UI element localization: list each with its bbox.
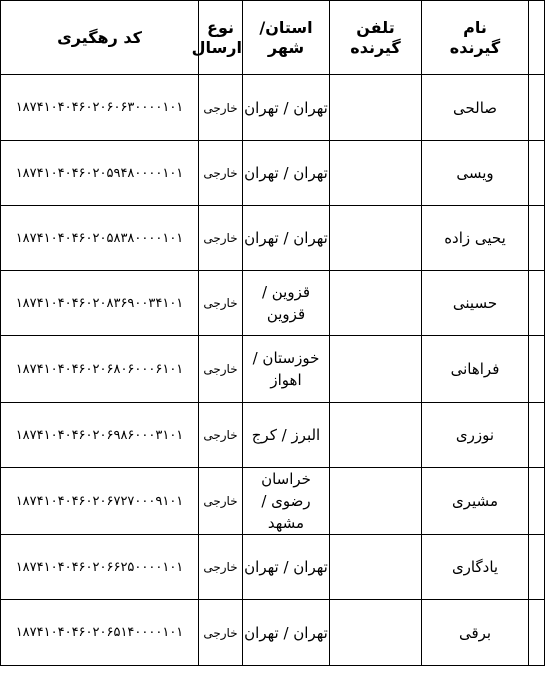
edge-cell	[529, 535, 545, 600]
receiver-name-cell: ویسی	[422, 141, 529, 206]
header-receiver-name-label: نام گیرنده	[449, 17, 501, 57]
header-province-city-label: استان/ شهر	[259, 17, 313, 57]
header-receiver-phone-label: تلفن گیرنده	[350, 17, 401, 57]
province-city-cell: تهران / تهران	[243, 75, 330, 141]
header-receiver-name	[422, 1, 529, 75]
tracking-code-cell: ۱۸۷۴۱۰۴۰۴۶۰۲۰۸۳۶۹۰۰۳۴۱۰۱	[1, 271, 199, 336]
receiver-name-cell: فراهانی	[422, 336, 529, 403]
province-city-cell: تهران / تهران	[243, 535, 330, 600]
table-row	[1, 75, 545, 141]
receiver-phone-cell	[330, 468, 422, 535]
edge-cell	[529, 336, 545, 403]
tracking-code-cell: ۱۸۷۴۱۰۴۰۴۶۰۲۰۶۶۲۵۰۰۰۰۱۰۱	[1, 535, 199, 600]
receiver-name-cell: صالحی	[422, 75, 529, 141]
send-type-cell: خارجی	[199, 271, 243, 336]
send-type-cell: خارجی	[199, 535, 243, 600]
receiver-phone-cell	[330, 271, 422, 336]
receiver-name-cell: یادگاری	[422, 535, 529, 600]
tracking-code-cell: ۱۸۷۴۱۰۴۰۴۶۰۲۰۶۹۸۶۰۰۰۳۱۰۱	[1, 403, 199, 468]
edge-cell	[529, 75, 545, 141]
send-type-cell: خارجی	[199, 75, 243, 141]
send-type-cell: خارجی	[199, 468, 243, 535]
edge-cell	[529, 403, 545, 468]
table-row	[1, 271, 545, 336]
receiver-phone-cell	[330, 403, 422, 468]
table-row	[1, 468, 545, 535]
header-receiver-phone	[330, 1, 422, 75]
edge-cell	[529, 468, 545, 535]
edge-cell	[529, 206, 545, 271]
tracking-code-cell: ۱۸۷۴۱۰۴۰۴۶۰۲۰۶۸۰۶۰۰۰۶۱۰۱	[1, 336, 199, 403]
header-edge-cell	[529, 1, 545, 75]
receiver-name-cell: برقی	[422, 600, 529, 666]
tracking-code-cell: ۱۸۷۴۱۰۴۰۴۶۰۲۰۶۰۶۳۰۰۰۰۱۰۱	[1, 75, 199, 141]
table-row	[1, 600, 545, 666]
edge-cell	[529, 271, 545, 336]
header-province-city	[243, 1, 330, 75]
table-row	[1, 336, 545, 403]
tracking-code-cell: ۱۸۷۴۱۰۴۰۴۶۰۲۰۶۵۱۴۰۰۰۰۱۰۱	[1, 600, 199, 666]
table-row	[1, 535, 545, 600]
header-tracking-code: کد رهگیری	[1, 1, 199, 75]
tracking-code-cell: ۱۸۷۴۱۰۴۰۴۶۰۲۰۵۹۴۸۰۰۰۰۱۰۱	[1, 141, 199, 206]
receiver-phone-cell	[330, 336, 422, 403]
tracking-code-cell: ۱۸۷۴۱۰۴۰۴۶۰۲۰۶۷۲۷۰۰۰۹۱۰۱	[1, 468, 199, 535]
province-city-cell: تهران / تهران	[243, 600, 330, 666]
send-type-cell: خارجی	[199, 141, 243, 206]
send-type-cell: خارجی	[199, 206, 243, 271]
province-city-cell: خوزستان / اهواز	[243, 336, 330, 403]
tracking-code-cell: ۱۸۷۴۱۰۴۰۴۶۰۲۰۵۸۳۸۰۰۰۰۱۰۱	[1, 206, 199, 271]
header-row	[1, 1, 545, 75]
receiver-phone-cell	[330, 75, 422, 141]
receiver-name-cell: حسینی	[422, 271, 529, 336]
edge-cell	[529, 600, 545, 666]
send-type-cell: خارجی	[199, 403, 243, 468]
edge-cell	[529, 141, 545, 206]
send-type-cell: خارجی	[199, 336, 243, 403]
send-type-cell: خارجی	[199, 600, 243, 666]
table-row	[1, 141, 545, 206]
receiver-phone-cell	[330, 141, 422, 206]
receiver-name-cell: یحیی زاده	[422, 206, 529, 271]
province-city-cell: خراسان رضوی / مشهد	[243, 468, 330, 535]
header-send-type	[191, 1, 243, 75]
province-city-cell: تهران / تهران	[243, 141, 330, 206]
receiver-name-cell: نوزری	[422, 403, 529, 468]
table-row	[1, 403, 545, 468]
header-send-type-label: نوع ارسال	[191, 17, 242, 57]
province-city-cell: قزوین / قزوین	[243, 271, 330, 336]
receiver-phone-cell	[330, 535, 422, 600]
table-row	[1, 206, 545, 271]
receiver-phone-cell	[330, 206, 422, 271]
province-city-cell: البرز / کرج	[243, 403, 330, 468]
receiver-name-cell: مشیری	[422, 468, 529, 535]
province-city-cell: تهران / تهران	[243, 206, 330, 271]
receiver-phone-cell	[330, 600, 422, 666]
